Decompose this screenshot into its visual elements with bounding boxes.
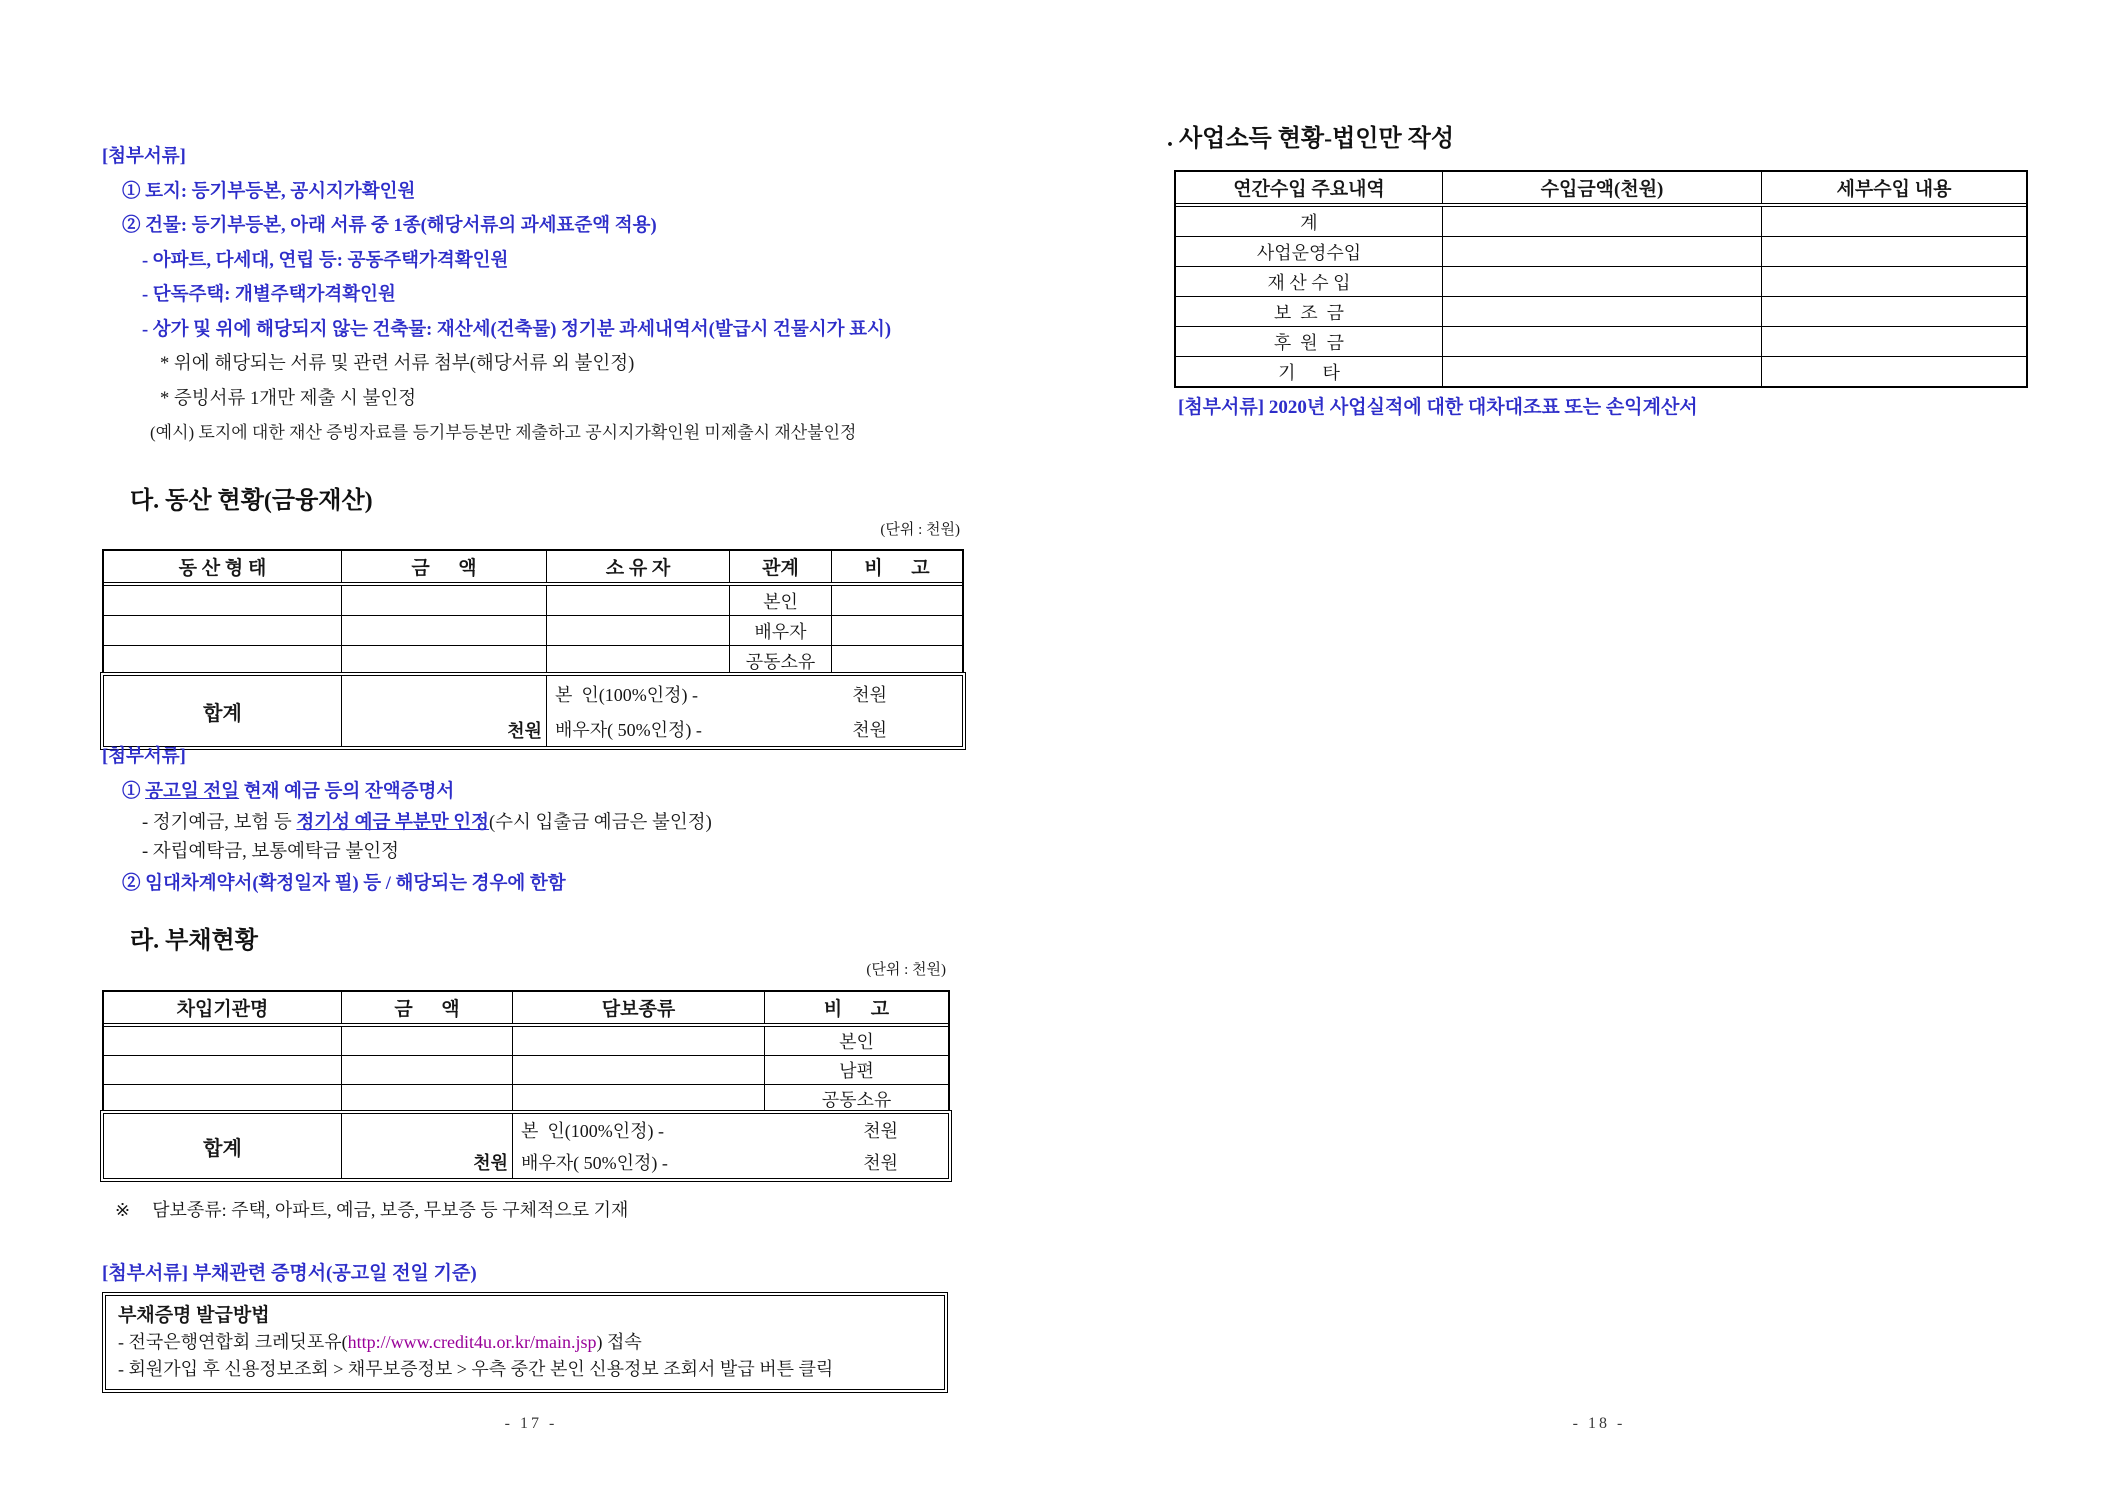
relation-cell: 공동소유	[821, 1090, 892, 1110]
cell-empty	[1762, 327, 2026, 356]
cell-empty	[513, 1085, 765, 1113]
relation-cell: 본인	[839, 1032, 874, 1052]
cell-empty	[1443, 267, 1762, 296]
header-remarks: 비 고	[864, 558, 930, 579]
total-line-self-unit: 천원	[863, 1121, 898, 1141]
header-remarks: 비 고	[823, 999, 890, 1020]
total-line-self-text: 본 인(100%인정) -	[521, 1121, 669, 1141]
cell-empty	[1762, 207, 2026, 236]
page-number-17: - 17 -	[504, 1415, 558, 1432]
cell-empty	[1762, 297, 2026, 326]
income-row-label: 재 산 수 입	[1176, 267, 1443, 296]
cell-empty	[1762, 237, 2026, 266]
table-row	[104, 616, 962, 646]
total-line-spouse-unit: 천원	[863, 1153, 898, 1173]
total-line-spouse-text: 배우자( 50%인정) -	[521, 1153, 673, 1173]
cell-empty	[342, 1056, 513, 1084]
section-title-debt: 라. 부채현황	[130, 928, 258, 954]
list-subitem-house: - 단독주택: 개별주택가격확인원	[142, 285, 396, 305]
table-row	[1176, 237, 2026, 267]
header-amount: 금 액	[342, 992, 513, 1023]
debt-cert-line-url	[118, 1329, 932, 1356]
cell-empty	[104, 1056, 342, 1084]
cell-empty	[342, 616, 547, 645]
list-subitem-fixed-deposit	[142, 809, 1022, 838]
cell-empty	[342, 586, 547, 615]
cell-empty	[1443, 357, 1762, 386]
cell-empty	[832, 586, 962, 615]
attachments-deposit-section	[102, 740, 1022, 902]
total-label: 합계	[104, 1114, 342, 1178]
item-underlined: 공고일 전일	[145, 781, 240, 802]
cell-empty	[1443, 237, 1762, 266]
total-line-spouse	[513, 1149, 948, 1175]
attachments-debt-heading: [첨부서류] 부채관련 증명서(공고일 전일 기준)	[102, 1263, 477, 1284]
line-prefix: - 전국은행연합회 크레딧포유(	[118, 1332, 348, 1352]
sub-rest: (수시 입출금 예금은 불인정)	[488, 813, 712, 833]
header-relation: 관계	[730, 551, 832, 582]
cell-empty	[1443, 297, 1762, 326]
cell-empty	[342, 646, 547, 675]
section-title-business-income: . 사업소득 현황-법인만 작성	[1167, 126, 1455, 152]
total-breakdown	[513, 1114, 948, 1178]
table-debt	[102, 990, 950, 1115]
header-collateral-type: 담보종류	[513, 992, 765, 1023]
table-row	[1176, 267, 2026, 297]
cell-empty	[1762, 267, 2026, 296]
list-subitem-commercial: - 상가 및 위에 해당되지 않는 건축물: 재산세(건축물) 정기분 과세내역서(발급시 건물시가 표시)	[142, 319, 892, 340]
sub-emphasis: 정기성 예금 부분만 인정	[296, 813, 489, 833]
total-label: 합계	[104, 676, 342, 746]
cell-empty	[1443, 207, 1762, 236]
total-amount-unit: 천원	[342, 676, 547, 746]
list-subitem-apartment: - 아파트, 다세대, 연립 등: 공동주택가격확인원	[142, 250, 509, 271]
relation-cell: 공동소유	[730, 646, 832, 675]
relation-cell: 배우자	[730, 616, 832, 645]
total-breakdown	[547, 676, 962, 746]
cell-empty	[104, 616, 342, 645]
list-subitem-not-recognized: - 자립예탁금, 보통예탁금 불인정	[142, 842, 399, 862]
table-row	[1176, 327, 2026, 357]
table-row	[104, 646, 962, 675]
cell-empty	[104, 1085, 342, 1113]
table-row	[104, 1027, 948, 1056]
cell-empty	[104, 586, 342, 615]
cell-empty	[547, 586, 730, 615]
note-single-doc: * 증빙서류 1개만 제출 시 불인정	[160, 388, 417, 409]
item-rest: 현재 예금 등의 잔액증명서	[239, 781, 455, 802]
table-row	[104, 1085, 948, 1113]
relation-cell: 본인	[730, 586, 832, 615]
total-line-spouse-unit: 천원	[852, 719, 887, 740]
list-item-land: ① 토지: 등기부등본, 공시지가확인원	[122, 181, 416, 202]
page-number-18: - 18 -	[1572, 1415, 1626, 1432]
reference-mark: ※	[115, 1200, 131, 1220]
collateral-note	[115, 1196, 628, 1222]
cell-empty	[104, 1027, 342, 1055]
total-line-self-text: 본 인(100%인정) -	[555, 684, 703, 705]
income-row-label: 후 원 금	[1176, 327, 1443, 356]
total-line-spouse	[547, 716, 962, 742]
table-business-income	[1174, 170, 2028, 388]
list-item-balance-cert	[122, 775, 1022, 810]
debt-cert-line-steps: - 회원가입 후 신용정보조회 > 채무보증정보 > 우측 중간 본인 신용정보 조회서 발급 버튼 클릭	[118, 1359, 834, 1379]
header-asset-type: 동 산 형 태	[104, 551, 342, 582]
income-row-label: 보 조 금	[1176, 297, 1443, 326]
header-owner: 소 유 자	[547, 551, 730, 582]
header-lender: 차입기관명	[104, 992, 342, 1023]
income-row-label: 사업운영수입	[1176, 237, 1443, 266]
table-header-row	[104, 551, 962, 586]
cell-empty	[547, 616, 730, 645]
table-row	[1176, 297, 2026, 327]
table-row	[104, 586, 962, 616]
cell-empty	[1443, 327, 1762, 356]
cell-empty	[342, 1085, 513, 1113]
income-row-label: 계	[1176, 207, 1443, 236]
cell-empty	[342, 1027, 513, 1055]
cell-empty	[513, 1027, 765, 1055]
cell-empty	[104, 646, 342, 675]
attachments-business-income-note: [첨부서류] 2020년 사업실적에 대한 대차대조표 또는 손익계산서	[1178, 397, 1698, 418]
total-amount-unit: 천원	[342, 1114, 513, 1178]
table-header-row	[104, 992, 948, 1027]
unit-label: (단위 : 천원)	[866, 962, 946, 978]
cell-empty	[513, 1056, 765, 1084]
table-row	[1176, 357, 2026, 386]
credit4u-url-link[interactable]: http://www.credit4u.or.kr/main.jsp	[347, 1332, 597, 1352]
list-item-lease-contract: ② 임대차계약서(확정일자 필) 등 / 해당되는 경우에 한함	[122, 874, 566, 894]
unit-label: (단위 : 천원)	[880, 522, 960, 538]
table-movable-assets	[102, 549, 964, 677]
cell-empty	[832, 616, 962, 645]
total-line-self	[547, 681, 962, 707]
attachments-property-section	[102, 140, 1022, 451]
cell-empty	[547, 646, 730, 675]
sub-prefix: - 정기예금, 보험 등	[142, 813, 297, 833]
total-line-self-unit: 천원	[852, 684, 887, 705]
note-example: (예시) 토지에 대한 재산 증빙자료를 등기부등본만 제출하고 공시지가확인원 미제출시 재산불인정	[150, 423, 857, 442]
section-title-movable-assets: 다. 동산 현황(금융재산)	[130, 488, 373, 514]
attachment-heading: [첨부서류]	[102, 747, 186, 767]
table-row	[1176, 207, 2026, 237]
list-item-building: ② 건물: 등기부등본, 아래 서류 중 1종(해당서류의 과세표준액 적용)	[122, 216, 657, 236]
header-income-category: 연간수입 주요내역	[1176, 172, 1443, 203]
header-income-amount: 수입금액(천원)	[1443, 172, 1762, 203]
attachment-heading: [첨부서류]	[102, 147, 186, 167]
total-line-self	[513, 1117, 948, 1143]
relation-cell: 남편	[839, 1061, 874, 1081]
collateral-note-text: 담보종류: 주택, 아파트, 예금, 보증, 무보증 등 구체적으로 기재	[152, 1200, 629, 1220]
header-income-detail: 세부수입 내용	[1836, 179, 1952, 200]
debt-cert-box	[102, 1292, 948, 1393]
note-related-docs: * 위에 해당되는 서류 및 관련 서류 첨부(해당서류 외 불인정)	[160, 354, 635, 374]
total-line-spouse-text: 배우자( 50%인정) -	[555, 719, 707, 740]
total-row-debt	[100, 1110, 952, 1182]
table-row	[104, 1056, 948, 1085]
cell-empty	[832, 646, 962, 675]
item-prefix: ①	[122, 781, 146, 802]
table-header-row	[1176, 172, 2026, 207]
debt-cert-box-title: 부채증명 발급방법	[118, 1305, 270, 1326]
cell-empty	[1762, 357, 2026, 386]
total-row-movable-assets	[100, 672, 966, 750]
line-suffix: ) 접속	[596, 1332, 642, 1352]
income-row-label: 기 타	[1176, 357, 1443, 386]
header-amount: 금 액	[342, 551, 547, 582]
